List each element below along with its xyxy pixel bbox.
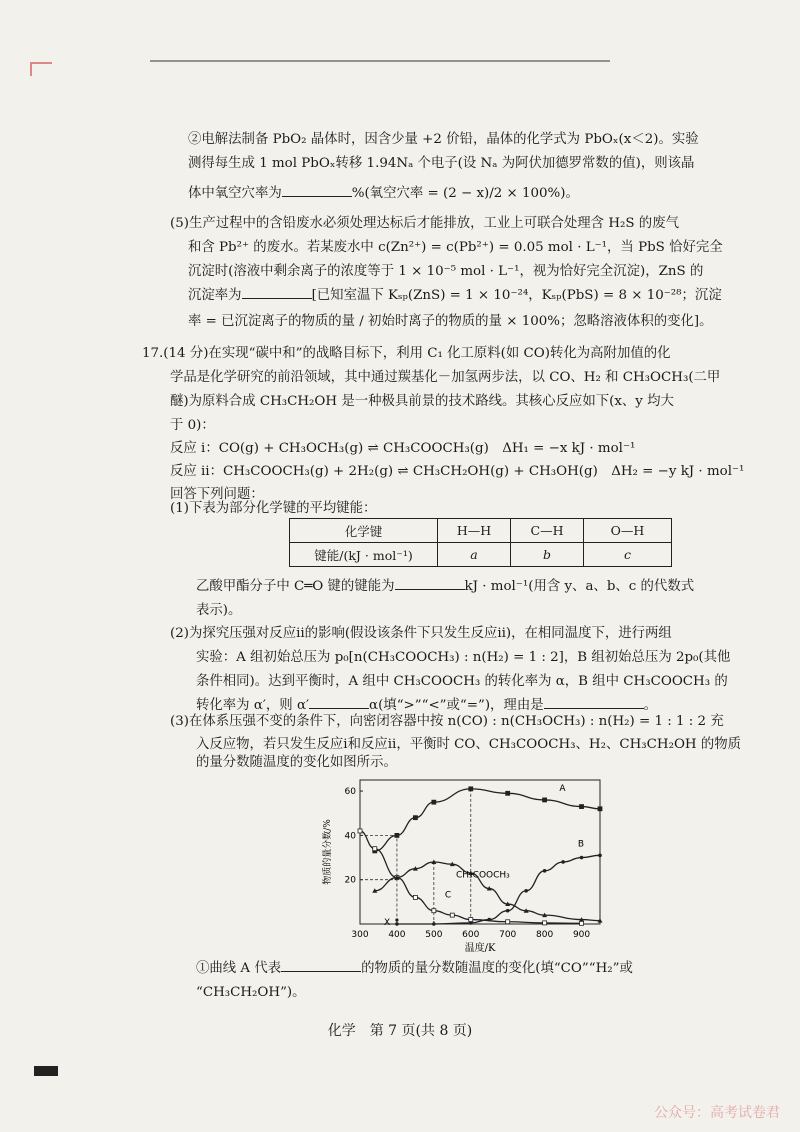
scan-mark — [34, 1066, 58, 1076]
data-point — [469, 918, 473, 922]
data-point — [543, 869, 547, 873]
answer-blank[interactable] — [281, 957, 361, 972]
corner-mark — [30, 62, 52, 76]
data-point — [580, 805, 584, 809]
data-point — [543, 798, 547, 802]
answer-blank[interactable] — [395, 575, 465, 590]
text-line: 回答下列问题： — [170, 487, 264, 502]
text-line: 测得每生成 1 mol PbOₓ转移 1.94Nₐ 个电子(设 Nₐ 为阿伏加德罗常数的值)，则该晶 — [188, 156, 695, 171]
text-line: 转化率为 α′，则 α′ α(填“>”“<”或“=”)，理由是 。 — [196, 694, 657, 718]
text-line: 于 0)： — [170, 418, 215, 433]
chart-annotation: B — [577, 839, 585, 850]
watermark: 公众号：高考试卷君 — [654, 1105, 780, 1121]
chart-annotation: C — [444, 890, 452, 901]
text-line: 实验：A 组初始总压为 p₀[n(CH₃COOCH₃) : n(H₂) = 1 : 2]，B 组初始总压为 2p₀(其他 — [196, 650, 731, 665]
text-line: 入反应物，若只发生反应ⅰ和反应ⅱ，平衡时 CO、CH₃COOCH₃、H₂、CH₃CH₂OH 的物质 — [196, 737, 742, 752]
x-tick-label: 500 — [425, 930, 443, 940]
data-point — [506, 791, 510, 795]
mole-fraction-chart — [318, 772, 618, 972]
text-line: 乙酸甲酯分子中 C═O 键的键能为 kJ · mol⁻¹(用含 y、a、b、c 的代数式 — [196, 575, 694, 599]
point-x-marker — [395, 918, 398, 921]
data-point — [506, 909, 510, 913]
data-point — [432, 922, 436, 926]
plot-frame — [360, 780, 600, 924]
text-line: 体中氧空穴率为 %(氧空穴率 = (2 − x)/2 × 100%)。 — [188, 182, 579, 206]
text-line: “CH₃CH₂OH”)。 — [196, 985, 306, 1000]
question-17: 17.(14 分)在实现“碳中和”的战略目标下，利用 C₁ 化工原料(如 CO)转化为高附加值的化 — [142, 346, 671, 361]
x-axis-label: 温度/K — [464, 943, 496, 954]
answer-blank[interactable] — [309, 694, 369, 709]
table-header: H—H — [438, 519, 511, 543]
text-line: (3)在体系压强不变的条件下，向密闭容器中按 n(CO) : n(CH₃OCH₃) : n(H₂) = 1 : 1 : 2 充 — [170, 714, 724, 729]
data-point — [450, 913, 454, 917]
text-line: 醚)为原料合成 CH₃CH₂OH 是一种极具前景的技术路线。其核心反应如下(x、y 均大 — [170, 394, 674, 409]
data-point — [524, 889, 528, 893]
table-row — [290, 519, 672, 543]
x-tick-label: 300 — [351, 930, 369, 940]
text-line: 沉淀时(溶液中剩余离子的浓度等于 1 × 10⁻⁵ mol · L⁻¹，视为恰好完全沉淀)，ZnS 的 — [188, 264, 704, 279]
data-point — [432, 800, 436, 804]
chart-annotation: A — [559, 784, 566, 795]
text-line: 表示)。 — [196, 603, 242, 618]
table-header: C—H — [511, 519, 584, 543]
text-line: 和含 Pb²⁺ 的废水。若某废水中 c(Zn²⁺) = c(Pb²⁺) = 0.05 mol · L⁻¹，当 PbS 恰好完全 — [188, 240, 723, 255]
table-row — [290, 543, 672, 567]
data-point — [543, 921, 547, 925]
text-line: 的量分数随温度的变化如图所示。 — [196, 755, 397, 770]
table-header: O—H — [584, 519, 672, 543]
answer-blank[interactable] — [242, 284, 312, 299]
y-axis-label: 物质的量分数/% — [323, 819, 333, 885]
series-line-1 — [397, 855, 600, 924]
text-line: (1)下表为部分化学键的平均键能： — [170, 501, 377, 516]
text-line: 率 = 已沉淀离子的物质的量 / 初始时离子的物质的量 × 100%；忽略溶液体积的变化]。 — [188, 314, 713, 329]
text-line: 沉淀率为 [已知室温下 Kₛₚ(ZnS) = 1 × 10⁻²⁴，Kₛₚ(PbS) = 8 × 10⁻²⁸；沉淀 — [188, 284, 722, 308]
data-point — [395, 922, 399, 926]
data-point — [561, 860, 565, 864]
answer-blank[interactable] — [544, 694, 644, 709]
y-tick-label: 60 — [344, 787, 356, 798]
data-point — [598, 807, 602, 811]
answer-blank[interactable] — [282, 182, 352, 197]
table-cell: 键能/(kJ · mol⁻¹) — [290, 543, 438, 567]
y-tick-label: 20 — [344, 875, 356, 886]
series-line-0 — [375, 789, 600, 851]
table-cell: c — [584, 543, 672, 567]
reaction-i: 反应 ⅰ：CO(g) + CH₃OCH₃(g) ⇌ CH₃COOCH₃(g) ΔH₁ = −x kJ · mol⁻¹ — [170, 441, 636, 456]
text-line: 条件相同)。达到平衡时，A 组中 CH₃COOCH₃ 的转化率为 α，B 组中 CH₃COOCH₃ 的 — [196, 674, 728, 689]
x-tick-label: 700 — [499, 930, 517, 940]
text-line: (5)生产过程中的含铅废水必须处理达标后才能排放，工业上可联合处理含 H₂S 的废气 — [170, 216, 679, 231]
y-tick-label: 40 — [344, 831, 356, 842]
data-point — [580, 921, 584, 925]
data-point — [469, 787, 473, 791]
x-tick-label: 400 — [388, 930, 406, 940]
data-point — [413, 895, 417, 899]
top-rule — [150, 60, 610, 62]
table-cell: a — [438, 543, 511, 567]
data-point — [413, 816, 417, 820]
x-tick-label: 600 — [462, 930, 480, 940]
bond-energy-table — [289, 518, 672, 567]
data-point — [506, 920, 510, 924]
table-cell: b — [511, 543, 584, 567]
text-line: ①曲线 A 代表 的物质的量分数随温度的变化(填“CO”“H₂”或 — [196, 957, 633, 981]
table-header: 化学键 — [290, 519, 438, 543]
data-point — [598, 854, 602, 858]
text-line: 学品是化学研究的前沿领域，其中通过羰基化－加氢两步法，以 CO、H₂ 和 CH₃OCH₃(二甲 — [170, 370, 721, 385]
x-tick-label: 900 — [572, 930, 591, 940]
data-point — [373, 847, 377, 851]
reaction-ii: 反应 ⅱ：CH₃COOCH₃(g) + 2H₂(g) ⇌ CH₃CH₂OH(g) + CH₃OH(g) ΔH₂ = −y kJ · mol⁻¹ — [170, 464, 745, 479]
chart-annotation: X — [384, 918, 391, 928]
x-tick-label: 800 — [536, 930, 554, 940]
chart-annotation: CH₃COOCH₃ — [456, 870, 510, 881]
data-point — [432, 909, 436, 913]
page-footer: 化学 第 7 页(共 8 页) — [327, 1023, 473, 1039]
text-line: ②电解法制备 PbO₂ 晶体时，因含少量 +2 价铅，晶体的化学式为 PbOₓ(x＜2)。实验 — [188, 132, 699, 147]
data-point — [358, 829, 362, 833]
text-line: (2)为探究压强对反应ⅱ的影响(假设该条件下只发生反应ⅱ)，在相同温度下，进行两组 — [170, 626, 672, 641]
data-point — [580, 856, 584, 860]
data-point — [395, 833, 399, 837]
